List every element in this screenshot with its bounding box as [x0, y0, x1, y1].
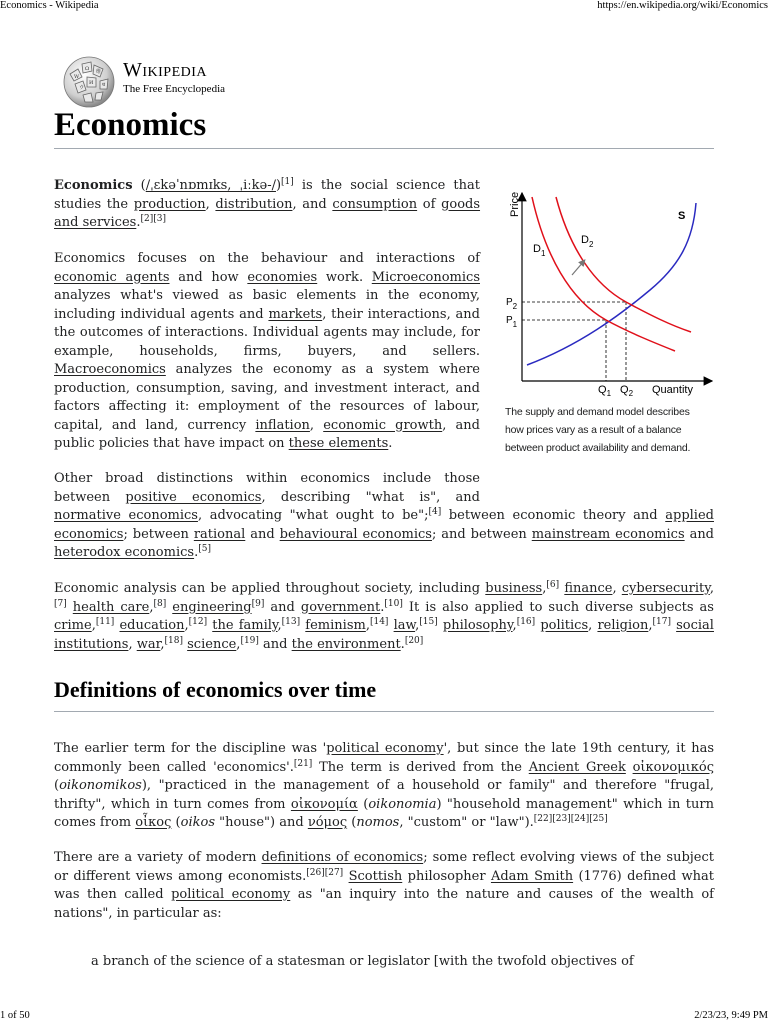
- shift-arrow: [572, 261, 584, 275]
- text-span: .: [380, 599, 385, 615]
- text-span: ,: [91, 618, 96, 633]
- text-span: ,: [612, 581, 622, 596]
- citation-link[interactable]: [7]: [54, 598, 67, 609]
- link-adam-smith[interactable]: Adam Smith: [490, 868, 574, 884]
- link-distribution[interactable]: distribution: [215, 196, 293, 212]
- link-feminism[interactable]: feminism: [305, 618, 366, 633]
- text-span: ) "household management" which in turn comes from: [54, 796, 714, 830]
- label-d2-main: D: [581, 234, 589, 246]
- text-span: Economic analysis can be applied throughout society, including: [54, 581, 486, 596]
- citation-link[interactable]: [27]: [324, 867, 344, 878]
- citation-link[interactable]: [6]: [546, 580, 560, 590]
- label-d2: [581, 234, 594, 249]
- text-span: philosopher: [402, 868, 491, 884]
- text-span: and: [684, 526, 715, 542]
- citation-link[interactable]: [10]: [384, 598, 403, 609]
- text-span: (: [347, 815, 357, 830]
- wikipedia-globe-icon[interactable]: [60, 52, 118, 110]
- text-span: ; and between: [431, 526, 532, 542]
- wikipedia-wordmark[interactable]: Wikipedia: [123, 59, 208, 81]
- citation-link[interactable]: [15]: [419, 617, 438, 627]
- label-q2-main: Q: [620, 384, 629, 396]
- citation-link[interactable]: [25]: [589, 814, 608, 824]
- link-finance[interactable]: finance: [564, 581, 613, 596]
- link-positive-economics[interactable]: positive economics: [125, 489, 262, 505]
- text-span: ', but since the late 19th century, it has commonly been called 'economics'.: [54, 741, 715, 775]
- text-span: ,: [309, 417, 324, 433]
- link-politics[interactable]: politics: [540, 618, 589, 633]
- page-title: Economics: [54, 107, 207, 143]
- link-applied-economics[interactable]: applied economics: [54, 508, 714, 542]
- text-span: is the social science that studies the: [54, 178, 480, 212]
- text-span: ), "practiced in the management of a household or family" and therefore "frugal, thrifty", which in turn comes from: [54, 778, 714, 812]
- lead-paragraph-2: [54, 250, 480, 454]
- text-span: ,: [128, 636, 137, 652]
- text-span: , describing "what is", and: [261, 489, 480, 505]
- text-span: , and: [292, 196, 333, 212]
- citation-link[interactable]: [24]: [570, 814, 590, 824]
- label-q1-main: Q: [598, 384, 607, 396]
- italic-term: oikonomikos: [59, 778, 142, 793]
- citation-link[interactable]: [5]: [198, 544, 211, 554]
- text-span: and: [264, 599, 301, 615]
- citation-link[interactable]: [12]: [188, 617, 208, 627]
- italic-term: oikonomia: [368, 796, 437, 812]
- link-law[interactable]: law: [393, 618, 416, 633]
- citation-link[interactable]: [21]: [293, 758, 313, 769]
- italic-term: oikos: [180, 815, 215, 830]
- link-business[interactable]: business: [485, 581, 543, 596]
- label-d1-main: D: [533, 243, 541, 255]
- link-science[interactable]: science: [187, 636, 237, 652]
- link-economic-growth[interactable]: economic growth: [323, 417, 443, 433]
- label-p2: [506, 297, 518, 311]
- citation-link[interactable]: [8]: [153, 598, 167, 609]
- text-span: , their interactions, and the outcomes of interactions. Individual agents may include, for example, households, firms, buyers, and sellers.: [54, 306, 481, 359]
- link-microeconomics[interactable]: Microeconomics: [371, 269, 480, 285]
- print-footer: [0, 1008, 768, 1024]
- text-span: ): [275, 178, 282, 193]
- print-tab-title: Economics - Wikipedia: [0, 0, 99, 11]
- link-economic-agents[interactable]: economic agents: [54, 269, 170, 285]
- text-span: , "custom" or "law").: [399, 815, 534, 830]
- text-span: and how: [169, 269, 248, 285]
- supply-curve-s: [527, 203, 696, 365]
- demand-curve-d1: [532, 197, 675, 351]
- figure-float-spacer: [480, 470, 714, 507]
- link-oikos[interactable]: οἶκος: [135, 815, 172, 830]
- link-political-economy-2[interactable]: political economy: [171, 887, 291, 902]
- citation-link[interactable]: [18]: [164, 635, 183, 646]
- text-span: work.: [317, 269, 372, 285]
- lead-term: Economics: [54, 178, 133, 193]
- citation-link[interactable]: [3]: [153, 214, 166, 224]
- citation-link[interactable]: [4]: [428, 507, 442, 517]
- svg-text:维: 维: [96, 69, 102, 75]
- link-the-family[interactable]: the family: [212, 618, 278, 633]
- text-span: There are a variety of modern: [54, 850, 262, 865]
- text-span: ,: [149, 599, 154, 615]
- label-p1-main: P: [506, 315, 513, 326]
- text-span: (1776) defined what was then called: [54, 868, 714, 902]
- x-axis-label: Quantity: [652, 384, 693, 396]
- citation-link[interactable]: [26]: [306, 867, 325, 878]
- print-url: https://en.wikipedia.org/wiki/Economics: [597, 0, 768, 11]
- link-inflation[interactable]: inflation: [255, 417, 310, 433]
- link-oikonomia[interactable]: οἰκονομία: [290, 796, 358, 812]
- block-quote: a branch of the science of a statesman or legislator [with the twofold objectives of: [91, 954, 634, 969]
- label-q1: [598, 384, 612, 398]
- citation-link[interactable]: [22]: [533, 814, 553, 824]
- svg-text:Ω: Ω: [85, 66, 90, 72]
- text-span: ,: [415, 618, 420, 633]
- citation-link[interactable]: [1]: [281, 177, 294, 187]
- text-span: , advocating "what ought to be";: [197, 508, 429, 523]
- link-crime[interactable]: crime: [54, 618, 92, 633]
- text-span: Economics focuses on the behaviour and interactions of: [54, 251, 480, 266]
- link-ancient-greek[interactable]: Ancient Greek: [528, 759, 626, 775]
- link-nomos[interactable]: νόμος: [307, 815, 348, 830]
- link-oikonomikos[interactable]: οἰκονομικός: [632, 759, 714, 775]
- text-span: The term is derived from the: [312, 759, 529, 775]
- label-q1-sub: 1: [606, 389, 612, 398]
- citation-link[interactable]: [14]: [369, 617, 389, 627]
- text-span: .: [194, 545, 199, 560]
- text-span: analyzes the economy as a system where production, consumption, saving, and investment interact, and factors affecting it: employment of the resources of labour, capital, and land, currency: [54, 362, 480, 433]
- text-span: of: [417, 196, 442, 212]
- link-consumption[interactable]: consumption: [332, 196, 418, 212]
- print-header: [0, 0, 768, 14]
- title-divider: [54, 148, 714, 149]
- label-q2: [620, 384, 634, 398]
- link-political-economy[interactable]: political economy: [326, 741, 444, 756]
- link-social-institutions[interactable]: social institutions: [54, 618, 714, 652]
- text-span: as "an inquiry into the nature and causes of the wealth of nations", in particular as:: [54, 887, 714, 921]
- svg-text:И: И: [89, 80, 94, 86]
- link-mainstream-economics[interactable]: mainstream economics: [531, 526, 685, 542]
- text-span: and: [258, 636, 292, 652]
- text-span: ,: [512, 618, 517, 633]
- label-p1: [506, 315, 518, 329]
- text-span: [626, 760, 633, 775]
- label-s: S: [678, 210, 686, 222]
- text-span: analyzes what's viewed as basic elements in the economy, including individual agents and: [54, 288, 480, 322]
- text-span: , and public policies that have impact on: [54, 417, 480, 451]
- link-macroeconomics[interactable]: Macroeconomics: [54, 362, 166, 377]
- text-span: ; some reflect evolving views of the subject or different views among economists.: [54, 850, 714, 884]
- lead-paragraph-3: [54, 470, 714, 563]
- italic-term: nomos: [356, 815, 400, 830]
- link-rational[interactable]: rational: [193, 526, 246, 542]
- link-economies[interactable]: economies: [247, 269, 318, 285]
- text-span: ,: [236, 636, 241, 652]
- text-span: It is also applied to such diverse subjects as: [402, 599, 714, 615]
- text-span: .: [388, 436, 393, 451]
- citation-link[interactable]: [11]: [95, 617, 115, 627]
- link-religion[interactable]: religion: [597, 618, 649, 633]
- text-span: (: [171, 815, 181, 830]
- link-cybersecurity[interactable]: cybersecurity: [621, 581, 710, 596]
- label-p1-sub: 1: [512, 320, 518, 329]
- link-production[interactable]: production: [133, 196, 206, 212]
- link-education[interactable]: education: [119, 618, 185, 633]
- print-timestamp: 2/23/23, 9:49 PM: [694, 1010, 768, 1021]
- citation-link[interactable]: [2]: [140, 214, 154, 224]
- label-q2-sub: 2: [628, 389, 634, 398]
- section-paragraph-1: [54, 740, 714, 833]
- figure-caption: The supply and demand model describes how prices vary as a result of a balance between product availability and demand.: [505, 406, 691, 454]
- label-d1: [533, 243, 546, 258]
- wikipedia-tagline: The Free Encyclopedia: [123, 83, 226, 95]
- text-span: ,: [184, 618, 189, 633]
- svg-text:ध: ध: [102, 82, 106, 88]
- citation-link[interactable]: [23]: [552, 814, 571, 824]
- text-span: between economic theory and: [441, 508, 666, 523]
- text-span: Other broad distinctions within economics include those between: [54, 471, 480, 505]
- label-p2-sub: 2: [512, 302, 518, 311]
- text-span: ; between: [123, 526, 194, 542]
- lead-paragraph-4: [54, 580, 714, 654]
- text-span: ,: [277, 618, 282, 633]
- label-d1-sub: 1: [540, 249, 546, 258]
- link-definitions-of-economics[interactable]: definitions of economics: [261, 850, 424, 865]
- equilibrium-guides: [522, 302, 626, 381]
- text-span: ,: [709, 581, 715, 596]
- citation-link[interactable]: [13]: [281, 617, 301, 627]
- link-the-environment[interactable]: the environment: [291, 636, 401, 652]
- citation-link[interactable]: [19]: [240, 635, 259, 646]
- link-behavioural-economics[interactable]: behavioural economics: [279, 526, 432, 542]
- label-p2-main: P: [506, 297, 513, 308]
- text-span: ,: [365, 618, 370, 633]
- link-goods-and-services[interactable]: goods and services: [54, 196, 481, 230]
- section-heading-definitions: Definitions of economics over time: [54, 677, 377, 702]
- text-span: (: [54, 778, 60, 793]
- link-philosophy[interactable]: philosophy: [442, 618, 513, 633]
- lead-paragraph-1: [54, 177, 480, 233]
- text-span: The earlier term for the discipline was ': [54, 741, 327, 756]
- supply-demand-chart: [500, 185, 715, 400]
- text-span: ,: [205, 196, 216, 212]
- link-normative-economics[interactable]: normative economics: [54, 508, 198, 523]
- label-d2-sub: 2: [588, 240, 594, 249]
- text-span: (: [357, 796, 369, 812]
- citation-link[interactable]: [17]: [652, 617, 671, 627]
- text-span: "house") and: [215, 815, 308, 830]
- text-span: (: [132, 178, 146, 193]
- section-paragraph-2: [54, 849, 714, 923]
- link-scottish[interactable]: Scottish: [348, 868, 403, 884]
- text-span: ,: [542, 581, 547, 596]
- link-these-elements[interactable]: these elements: [288, 436, 389, 451]
- link-health-care[interactable]: health care: [72, 599, 150, 615]
- citation-link[interactable]: [16]: [516, 617, 536, 627]
- citation-link[interactable]: [20]: [404, 635, 424, 646]
- link-war[interactable]: war: [136, 636, 161, 652]
- text-span: .: [136, 215, 141, 230]
- link-government[interactable]: government: [300, 599, 381, 615]
- svg-text:ウ: ウ: [79, 85, 85, 91]
- text-span: .: [400, 636, 405, 652]
- y-axis-label: Price: [509, 191, 521, 217]
- page-counter: 1 of 50: [0, 1010, 30, 1021]
- text-span: and: [245, 526, 280, 542]
- link-engineering[interactable]: engineering: [172, 599, 252, 615]
- ipa-link[interactable]: /ˌɛkəˈnɒmɪks, ˌiːkə-/: [145, 178, 276, 193]
- link-heterodox-economics[interactable]: heterodox economics: [54, 545, 195, 560]
- citation-link[interactable]: [9]: [251, 598, 265, 609]
- link-markets[interactable]: markets: [268, 306, 323, 322]
- svg-text:W: W: [74, 74, 80, 80]
- text-span: ,: [588, 618, 598, 633]
- text-span: ,: [648, 618, 653, 633]
- section-divider: [54, 711, 714, 712]
- text-span: ,: [160, 636, 165, 652]
